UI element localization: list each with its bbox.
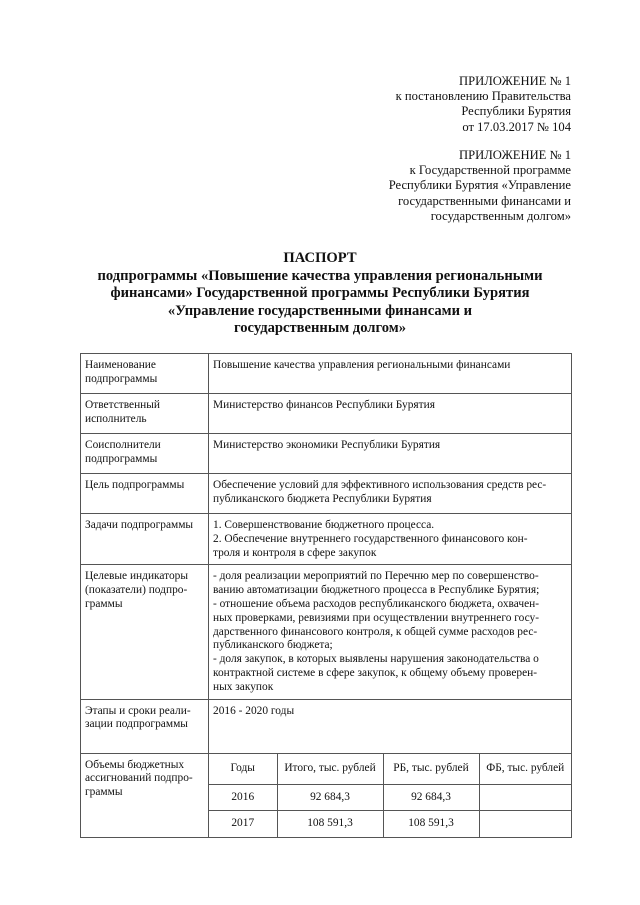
row-label: Объемы бюджетных ассигнований подпро-граммы (81, 753, 209, 837)
value-line: ванию автоматизации бюджетного процесса в Республике Бурятия; (213, 584, 540, 597)
value-line: - отношение объема расходов республиканского бюджета, охвачен- (213, 597, 540, 610)
row-label: Соисполнители подпрограммы (81, 434, 209, 474)
value-line: 2. Обеспечение внутреннего государственного финансового кон- (213, 532, 528, 545)
title-line: государственным долгом» (233, 320, 407, 337)
row-label: Целевые индикаторы (показатели) подпро-граммы (81, 565, 209, 699)
value-line: 1. Совершенствование бюджетного процесса. (213, 519, 435, 531)
value-line: Министерство финансов Республики Бурятия (213, 399, 435, 411)
appendix-line: государственными финансами и (398, 193, 571, 208)
row-value (209, 394, 572, 434)
appendix-line: ПРИЛОЖЕНИЕ № 1 (459, 74, 571, 88)
row-value (209, 514, 572, 565)
appendix-line: Республики Бурятия (461, 104, 571, 119)
table-row (81, 354, 572, 394)
row-value (209, 434, 572, 474)
passport-title (64, 250, 576, 338)
title-line: подпрограммы «Повышение качества управления региональными (97, 267, 543, 284)
appendix-line: ПРИЛОЖЕНИЕ № 1 (459, 148, 571, 162)
budget-cell-total: 92 684,3 (277, 785, 383, 811)
budget-header-row (209, 754, 571, 785)
value-line: Обеспечение условий для эффективного использования средств рес- (213, 479, 547, 491)
row-label: Наименование подпрограммы (81, 354, 209, 394)
budget-cell-fb (479, 785, 571, 811)
appendix-line: государственным долгом» (430, 208, 571, 223)
appendix-line: к Государственной программе (409, 163, 571, 178)
budget-cell-rb: 108 591,3 (383, 811, 479, 837)
passport-table (80, 353, 572, 838)
row-label: Задачи подпрограммы (81, 514, 209, 565)
budget-cell-year: 2016 (209, 785, 277, 811)
row-label: Этапы и сроки реали-зации подпрограммы (81, 699, 209, 753)
budget-header: Итого, тыс. рублей (277, 754, 383, 785)
title-line: ПАСПОРТ (283, 250, 357, 266)
appendix-line: от 17.03.2017 № 104 (462, 119, 571, 134)
value-line: Министерство экономики Республики Бурятия (213, 439, 441, 451)
budget-header: Годы (209, 754, 277, 785)
table-row (81, 565, 572, 699)
value-line: 2016 - 2020 годы (213, 704, 295, 717)
table-row (81, 394, 572, 434)
budget-header: РБ, тыс. рублей (383, 754, 479, 785)
budget-header: ФБ, тыс. рублей (479, 754, 571, 785)
row-value (209, 565, 572, 699)
value-line: ных закупок (213, 680, 274, 693)
value-line: - доля реализации мероприятий по Перечню мер по совершенство- (213, 570, 539, 583)
budget-cell (209, 753, 572, 837)
table-row (81, 753, 572, 837)
budget-cell-year: 2017 (209, 811, 277, 837)
budget-row (209, 785, 571, 811)
row-value (209, 699, 572, 753)
row-label: Цель подпрограммы (81, 474, 209, 514)
value-line: Повышение качества управления региональными финансами (213, 359, 511, 371)
title-line: «Управление государственными финансами и (167, 302, 473, 319)
budget-row (209, 811, 571, 837)
row-value (209, 354, 572, 394)
table-row (81, 434, 572, 474)
appendix-block-resolution (396, 74, 571, 135)
budget-cell-fb (479, 811, 571, 837)
budget-cell-total: 108 591,3 (277, 811, 383, 837)
value-line: публиканского бюджета; (213, 639, 333, 652)
value-line: дарственного финансового контроля, к общей сумме расходов рес- (213, 625, 538, 638)
row-label: Ответственный исполнитель (81, 394, 209, 434)
budget-table (209, 754, 571, 837)
appendix-line: к постановлению Правительства (395, 89, 571, 104)
value-line: контрактной системе в сфере закупок, к общему объему проверен- (213, 666, 538, 679)
value-line: - доля закупок, в которых выявлены нарушения законодательства о (213, 653, 539, 666)
title-line: финансами» Государственной программы Республики Бурятия (110, 285, 530, 302)
table-row (81, 474, 572, 514)
value-line: троля и контроля в сфере закупок (213, 546, 377, 559)
budget-cell-rb: 92 684,3 (383, 785, 479, 811)
value-line: публиканского бюджета Республики Бурятия (213, 492, 432, 505)
row-value (209, 474, 572, 514)
value-line: ных проверками, ревизиями при осуществлении внутреннего госу- (213, 611, 540, 624)
appendix-block-program (389, 148, 571, 224)
table-row (81, 514, 572, 565)
table-row (81, 699, 572, 753)
appendix-line: Республики Бурятия «Управление (388, 178, 571, 193)
